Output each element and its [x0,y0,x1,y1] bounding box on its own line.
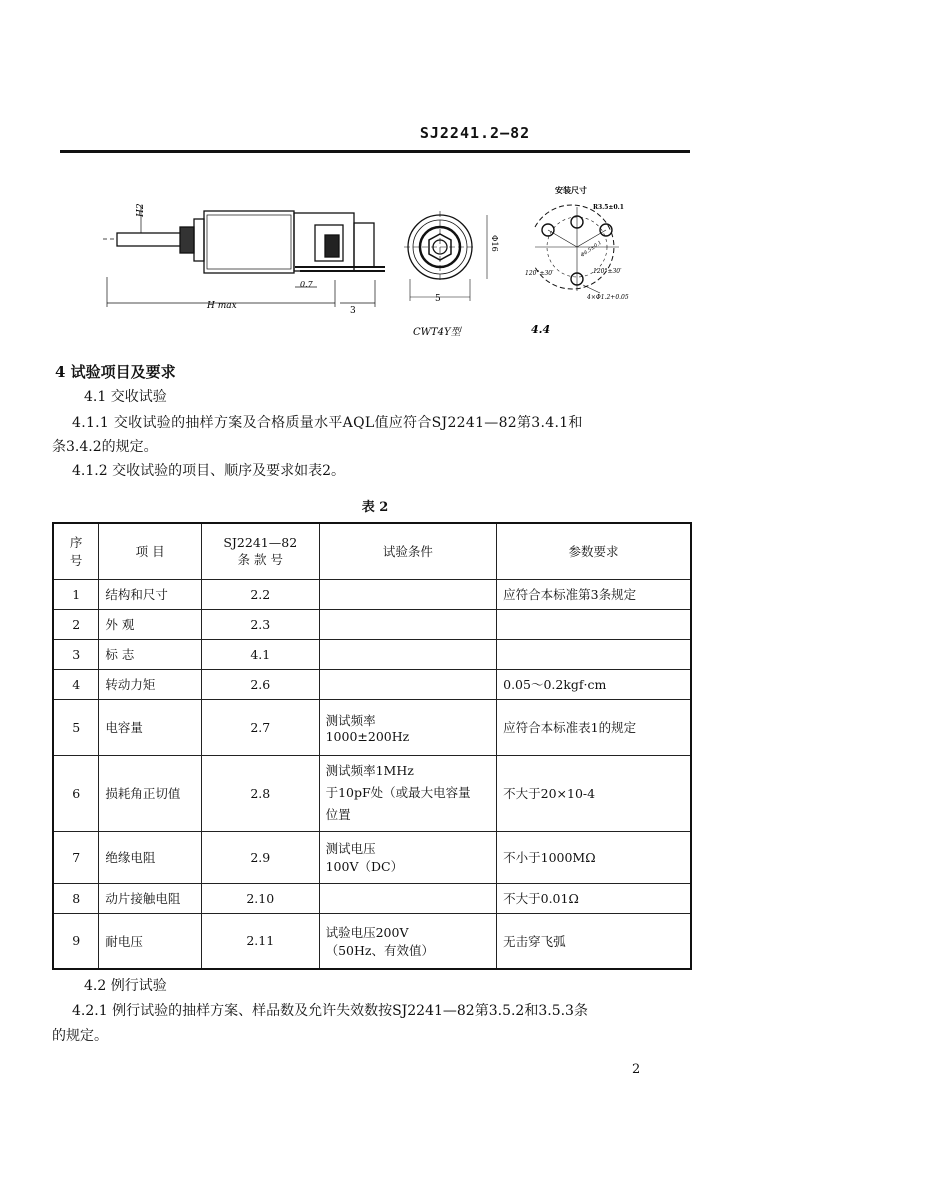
row-no: 7 [53,831,99,883]
dim-5: 5 [435,294,441,304]
table-row [53,579,691,609]
table-row [53,883,691,913]
table-header-row [53,523,691,579]
row-clause: 2.6 [201,669,319,699]
row-requirement [497,639,691,669]
row-requirement [497,609,691,639]
row-item: 标 志 [99,639,202,669]
row-no: 1 [53,579,99,609]
row-condition [319,639,497,669]
row-item: 损耗角正切值 [99,755,202,831]
row-requirement: 不大于0.01Ω [497,883,691,913]
row-requirement: 不大于20×10-4 [497,755,691,831]
row-clause: 2.11 [201,913,319,969]
mount-angle-left: 120°±30′ [525,270,554,277]
table-row [53,913,691,969]
dim-h2: H2 [136,203,146,217]
row-clause: 2.2 [201,579,319,609]
row-requirement: 应符合本标准第3条规定 [497,579,691,609]
mounting-pattern-drawing [535,205,619,293]
mount-diameter: Φ6.5±0.1 [579,239,603,259]
row-item: 转动力矩 [99,669,202,699]
mount-title: 安装尺寸 [555,185,587,195]
page-number: 2 [632,1062,641,1077]
row-clause: 2.9 [201,831,319,883]
row-condition [319,609,497,639]
row-no: 6 [53,755,99,831]
mount-holes: 4×Φ1.2+0.05 [587,294,629,301]
table-row [53,639,691,669]
header-requirement: 参数要求 [497,523,691,579]
table-row [53,755,691,831]
section-4-2-1-line2: 的规定。 [52,1028,108,1044]
side-view-drawing [103,205,385,307]
document-code: SJ2241.2—82 [419,124,531,142]
row-no: 8 [53,883,99,913]
mount-radius: R3.5±0.1 [593,204,624,211]
figure-number: 4.4 [531,323,551,336]
row-item: 外 观 [99,609,202,639]
row-no: 3 [53,639,99,669]
front-view-drawing [404,211,487,301]
row-no: 2 [53,609,99,639]
technical-drawing [95,175,655,345]
row-item: 电容量 [99,699,202,755]
dim-07: 0.7 [300,280,313,289]
table-row [53,669,691,699]
row-requirement: 0.05～0.2kgf·cm [497,669,691,699]
row-condition: 测试电压 100V（DC） [319,831,497,883]
table-row [53,699,691,755]
row-condition: 测试频率1MHz 于10pF处（或最大电容量 位置 [319,755,497,831]
row-condition: 试验电压200V （50Hz、有效值） [319,913,497,969]
row-clause: 2.8 [201,755,319,831]
row-requirement: 应符合本标准表1的规定 [497,699,691,755]
test-items-table [52,522,692,970]
header-condition: 试验条件 [319,523,497,579]
row-condition [319,579,497,609]
header-item: 项 目 [99,523,202,579]
header-no: 序 号 [53,523,99,579]
row-clause: 2.3 [201,609,319,639]
row-item: 结构和尺寸 [99,579,202,609]
dim-hmax: H max [207,301,237,311]
table-title: 表 2 [361,500,389,515]
section-4-2-title: 4.2 例行试验 [84,978,167,994]
table-row [53,831,691,883]
section-4-title: 4 试验项目及要求 [55,363,176,381]
header-clause: SJ2241—82 条 款 号 [201,523,319,579]
model-caption: CWT4Y型 [413,327,461,338]
row-clause: 2.10 [201,883,319,913]
row-condition: 测试频率 1000±200Hz [319,699,497,755]
header-rule [60,150,690,153]
row-item: 动片接触电阻 [99,883,202,913]
section-4-1-1-line1: 4.1.1 交收试验的抽样方案及合格质量水平AQL值应符合SJ2241—82第3.4.1和 [72,415,583,431]
section-4-2-1-line1: 4.2.1 例行试验的抽样方案、样品数及允许失效数按SJ2241—82第3.5.2和3.5.3条 [72,1003,588,1019]
dim-3: 3 [350,306,356,316]
row-clause: 4.1 [201,639,319,669]
row-no: 9 [53,913,99,969]
row-no: 5 [53,699,99,755]
row-clause: 2.7 [201,699,319,755]
row-item: 绝缘电阻 [99,831,202,883]
dim-dia: Φ16 [490,235,499,252]
table-row [53,609,691,639]
section-4-1-2: 4.1.2 交收试验的项目、顺序及要求如表2。 [72,463,345,479]
row-condition [319,669,497,699]
row-condition [319,883,497,913]
section-4-1-1-line2: 条3.4.2的规定。 [52,439,158,455]
row-requirement: 无击穿飞弧 [497,913,691,969]
mount-angle-right: 120°±30′ [593,268,622,275]
row-requirement: 不小于1000MΩ [497,831,691,883]
row-no: 4 [53,669,99,699]
section-4-1-title: 4.1 交收试验 [84,389,167,405]
row-item: 耐电压 [99,913,202,969]
